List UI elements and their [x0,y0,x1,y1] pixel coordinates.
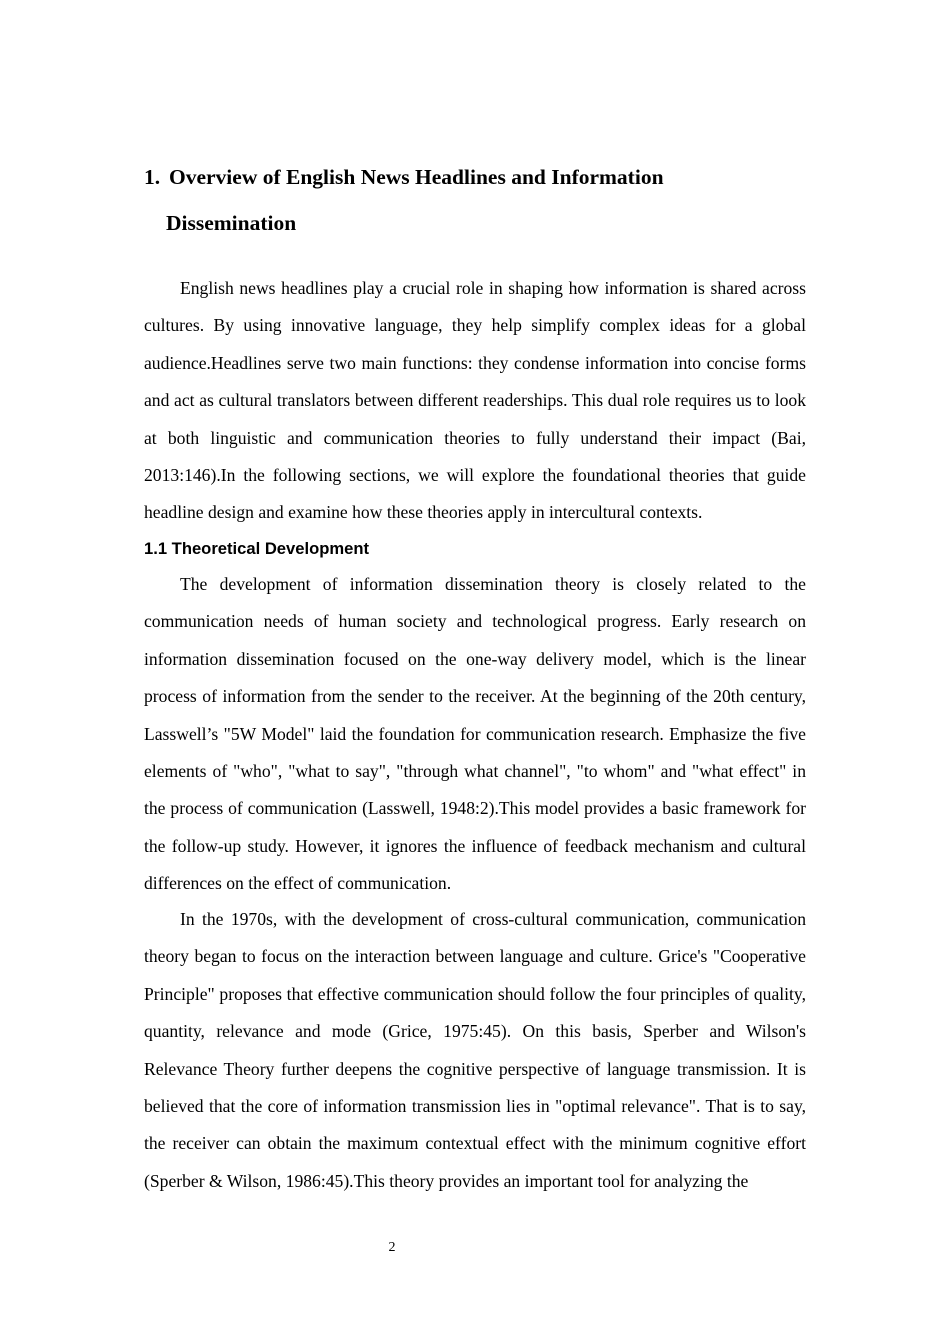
section-title-line-1: Overview of English News Headlines and Information [169,165,664,189]
body-paragraph-2: In the 1970s, with the development of cross-cultural communication, communication theory began to focus on the interaction between language and culture. Grice's "Cooperative Principle" proposes that effective communication should follow the four principles of quality, quantity, relevance and mode (Grice, 1975:45). On this basis, Sperber and Wilson's Relevance Theory further deepens the cognitive perspective of language transmission. It is believed that the core of information transmission lies in "optimal relevance". That is to say, the receiver can obtain the maximum contextual effect with the minimum cognitive effort (Sperber & Wilson, 1986:45).This theory provides an important tool for analyzing the [144,909,806,1191]
page-number: 2 [388,1240,396,1255]
intro-paragraph: English news headlines play a crucial role in shaping how information is shared across cultures. By using innovative language, they help simplify complex ideas for a global audience.Headlines serve two main functions: they condense information into concise forms and act as cultural translators between different readerships. This dual role requires us to look at both linguistic and communication theories to fully understand their impact (Bai, 2013:146).In the following sections, we will explore the foundational theories that guide headline design and examine how these theories apply in intercultural contexts. [144,278,806,523]
section-title-line-2: Dissemination [166,211,297,235]
body-paragraph-1: The development of information dissemination theory is closely related to the communication needs of human society and technological progress. Early research on information dissemination focused on the one-way delivery model, which is the linear process of information from the sender to the receiver. At the beginning of the 20th century, Lasswell’s "5W Model" laid the foundation for communication research. Emphasize the five elements of "who", "what to say", "through what channel", "to whom" and "what effect" in the process of communication (Lasswell, 1948:2).This model provides a basic framework for the follow-up study. However, it ignores the influence of feedback mechanism and cultural differences on the effect of communication. [144,574,806,894]
section-heading-line-1 [144,162,806,192]
section-number: 1. [144,165,161,189]
document-page [144,0,806,1344]
section-heading [144,162,806,254]
subsection-heading: 1.1 Theoretical Development [144,539,370,558]
